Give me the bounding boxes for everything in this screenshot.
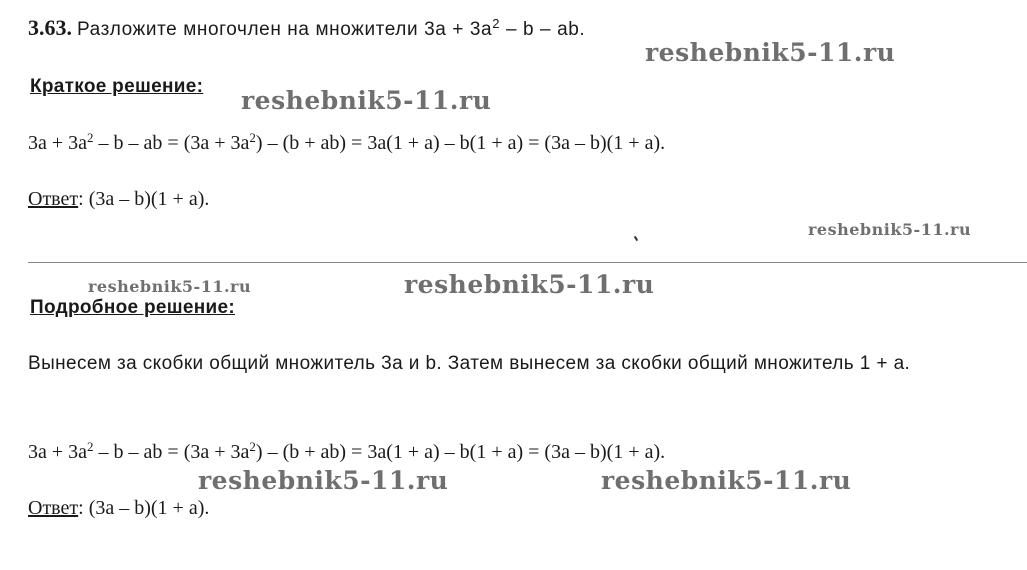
answer-label: Ответ [28, 188, 79, 210]
answer-label: Ответ [28, 497, 79, 519]
watermark: reshebnik5-11.ru [88, 277, 252, 296]
answer-value: : (3a – b)(1 + a). [78, 188, 210, 210]
watermark: reshebnik5-11.ru [241, 86, 492, 115]
detailed-solution-equation: $3a + 3a^2 - b$ – ab = $(3a + 3a^2) - (b + ab) = 3a(1 + a) - b(1 + a) = (3a - b)(1 + a)$. [28, 439, 666, 463]
watermark: reshebnik5-11.ru [198, 466, 449, 495]
answer-value: : (3a – b)(1 + a). [78, 497, 210, 519]
watermark: reshebnik5-11.ru [645, 38, 896, 67]
watermark: reshebnik5-11.ru [404, 270, 655, 299]
scan-speck [634, 236, 638, 241]
detailed-solution-heading: Подробное решение: [30, 297, 235, 318]
section-divider [28, 262, 1027, 263]
detailed-solution-answer [28, 496, 209, 520]
task-number: 3.63. [28, 15, 72, 40]
short-solution-answer [28, 187, 209, 211]
task-statement [28, 16, 585, 42]
watermark: reshebnik5-11.ru [808, 220, 972, 239]
watermark: reshebnik5-11.ru [601, 466, 852, 495]
short-solution-heading: Краткое решение: [30, 76, 204, 97]
detailed-explanation: Вынесем за скобки общий множитель 3a и b. Затем вынесем за скобки общий множитель 1 + a. [28, 353, 911, 374]
short-solution-equation: $3a + 3a^2 - b$ – ab = $(3a + 3a^2) - (b + ab) = 3a(1 + a) - b(1 + a) = (3a - b)(1 + a)$. [28, 130, 666, 154]
task-text: Разложите многочлен на множители $3a + 3a^2 - b$ – ab. [77, 16, 586, 40]
